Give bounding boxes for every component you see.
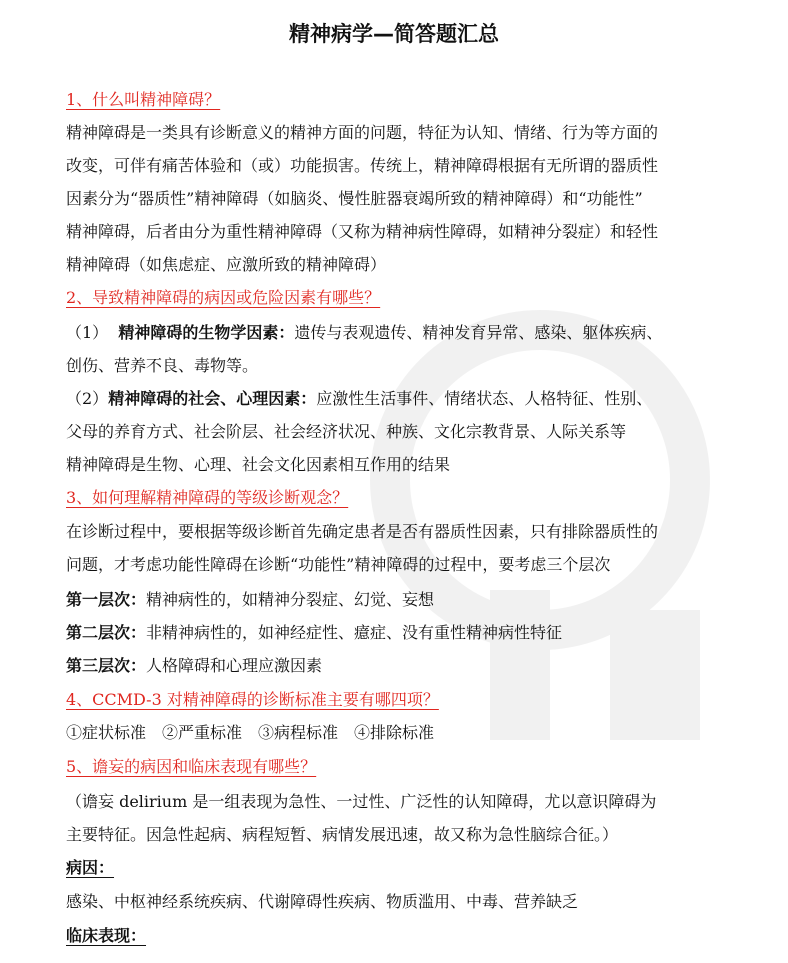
answer-1-line-3: 因素分为“器质性”精神障碍（如脑炎、慢性脏器衰竭所致的精神障碍）和“功能性” — [66, 189, 643, 208]
question-5: 5、谵妄的病因和临床表现有哪些？ — [66, 757, 317, 776]
answer-1-line-1: 精神障碍是一类具有诊断意义的精神方面的问题，特征为认知、情绪、行为等方面的 — [66, 123, 659, 142]
answer-2-item-2-cont: 父母的养育方式、社会阶层、社会经济状况、种族、文化宗教背景、人际关系等 — [66, 422, 627, 441]
answer-3-line-2: 问题，才考虑功能性障碍在诊断“功能性”精神障碍的过程中，要考虑三个层次 — [66, 555, 611, 574]
answer-1-line-5: 精神障碍（如焦虑症、应激所致的精神障碍） — [66, 255, 387, 274]
answer-2-item-2: （2）精神障碍的社会、心理因素：应激性生活事件、情绪状态、人格特征、性别、 — [66, 389, 653, 408]
answer-2-summary: 精神障碍是生物、心理、社会文化因素相互作用的结果 — [66, 455, 451, 474]
answer-5-definition-1: （谵妄 delirium 是一组表现为急性、一过性、广泛性的认知障碍，尤以意识障碍为 — [66, 792, 657, 811]
answer-2-item-1-cont: 创伤、营养不良、毒物等。 — [66, 356, 259, 375]
answer-3-level-1: 第一层次：精神病性的，如精神分裂症、幻觉、妄想 — [66, 590, 435, 609]
answer-2-item-1: （1） 精神障碍的生物学因素：遗传与表观遗传、精神发育异常、感染、躯体疾病、 — [66, 323, 663, 342]
answer-4-criteria: ①症状标准 ②严重标准 ③病程标准 ④排除标准 — [66, 723, 435, 742]
answer-3-level-3: 第三层次：人格障碍和心理应激因素 — [66, 656, 323, 675]
answer-5-definition-2: 主要特征。因急性起病、病程短暂、病情发展迅速，故又称为急性脑综合征。） — [66, 825, 619, 844]
clinical-heading: 临床表现： — [66, 926, 147, 945]
cause-heading: 病因： — [66, 858, 115, 877]
answer-1-line-4: 精神障碍，后者由分为重性精神障碍（又称为精神病性障碍，如精神分裂症）和轻性 — [66, 222, 659, 241]
question-3: 3、如何理解精神障碍的等级诊断观念？ — [66, 488, 349, 507]
page-title: 精神病学—简答题汇总 — [289, 22, 499, 46]
answer-1-line-2: 改变，可伴有痛苦体验和（或）功能损害。传统上，精神障碍根据有无所谓的器质性 — [66, 156, 659, 175]
question-1: 1、什么叫精神障碍？ — [66, 90, 221, 109]
cause-text: 感染、中枢神经系统疾病、代谢障碍性疾病、物质滥用、中毒、营养缺乏 — [66, 892, 579, 911]
answer-3-level-2: 第二层次：非精神病性的，如神经症性、癔症、没有重性精神病性特征 — [66, 623, 563, 642]
question-2: 2、导致精神障碍的病因或危险因素有哪些？ — [66, 288, 381, 307]
question-4: 4、CCMD-3 对精神障碍的诊断标准主要有哪四项？ — [66, 690, 439, 709]
answer-3-line-1: 在诊断过程中，要根据等级诊断首先确定患者是否有器质性因素，只有排除器质性的 — [66, 522, 659, 541]
